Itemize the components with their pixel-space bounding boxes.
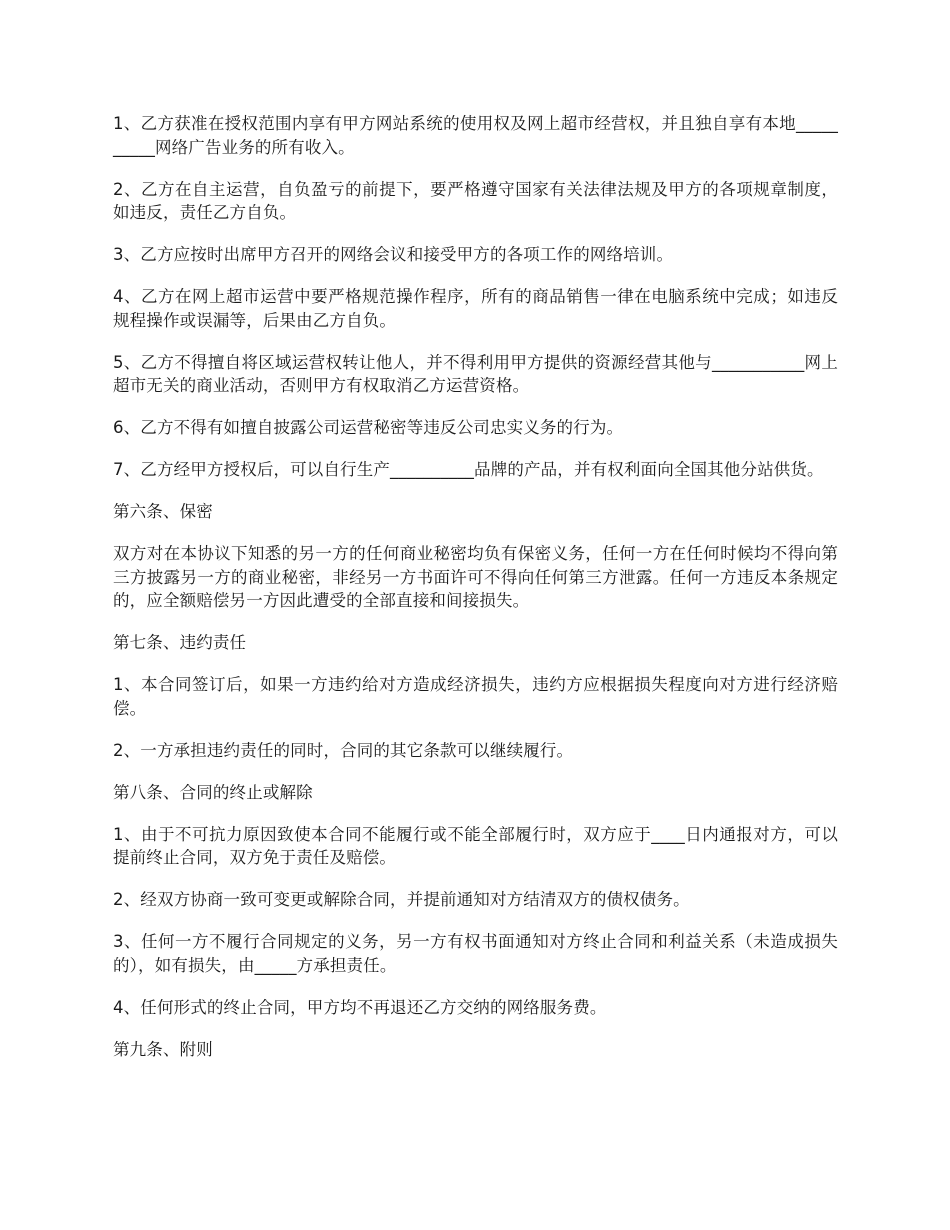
termination-clause-2: 2、经双方协商一致可变更或解除合同，并提前通知对方结清双方的债权债务。 (113, 890, 690, 909)
clause-5: 5、乙方不得擅自将区域运营权转让他人，并不得利用甲方提供的资源经营其他与___________网上超市无关的商业活动，否则甲方有权取消乙方运营资格。 (113, 352, 838, 395)
termination-clause-3: 3、任何一方不履行合同规定的义务，另一方有权书面通知对方终止合同和利益关系（未造成损失的），如有损失，由_____方承担责任。 (113, 932, 838, 975)
confidentiality-paragraph: 双方对在本协议下知悉的另一方的任何商业秘密均负有保密义务，任何一方在任何时候均不得向第三方披露另一方的商业秘密，非经另一方书面许可不得向任何第三方泄露。任何一方违反本条规定的，应全额赔偿另一方因此遭受的全部直接和间接损失。 (113, 544, 838, 610)
clause-3: 3、乙方应按时出席甲方召开的网络会议和接受甲方的各项工作的网络培训。 (113, 245, 674, 264)
termination-clause-1: 1、由于不可抗力原因致使本合同不能履行或不能全部履行时，双方应于____日内通报对方，可以提前终止合同，双方免于责任及赔偿。 (113, 824, 838, 867)
clause-6: 6、乙方不得有如擅自披露公司运营秘密等违反公司忠实义务的行为。 (113, 418, 624, 437)
section-heading-supplementary: 第九条、附则 (113, 1039, 213, 1059)
clause-4: 4、乙方在网上超市运营中要严格规范操作程序，所有的商品销售一律在电脑系统中完成；如违反规程操作或误漏等，后果由乙方自负。 (113, 287, 838, 330)
section-heading-confidentiality: 第六条、保密 (113, 502, 213, 521)
section-heading-breach-liability: 第七条、违约责任 (113, 633, 247, 652)
contract-document (113, 112, 838, 1080)
breach-clause-2: 2、一方承担违约责任的同时，合同的其它条款可以继续履行。 (113, 740, 574, 760)
termination-clause-4: 4、任何形式的终止合同，甲方均不再退还乙方交纳的网络服务费。 (113, 997, 607, 1017)
clause-2: 2、乙方在自主运营，自负盈亏的前提下，要严格遵守国家有关法律法规及甲方的各项规章制度，如违反，责任乙方自负。 (113, 179, 838, 222)
breach-clause-1: 1、本合同签订后，如果一方违约给对方造成经济损失，违约方应根据损失程度向对方进行经济赔偿。 (113, 675, 838, 718)
clause-7: 7、乙方经甲方授权后，可以自行生产__________品牌的产品，并有权利面向全国其他分站供货。 (113, 460, 824, 479)
section-heading-termination: 第八条、合同的终止或解除 (113, 782, 313, 802)
clause-1: 1、乙方获准在授权范围内享有甲方网站系统的使用权及网上超市经营权，并且独自享有本地__________网络广告业务的所有收入。 (113, 114, 838, 157)
